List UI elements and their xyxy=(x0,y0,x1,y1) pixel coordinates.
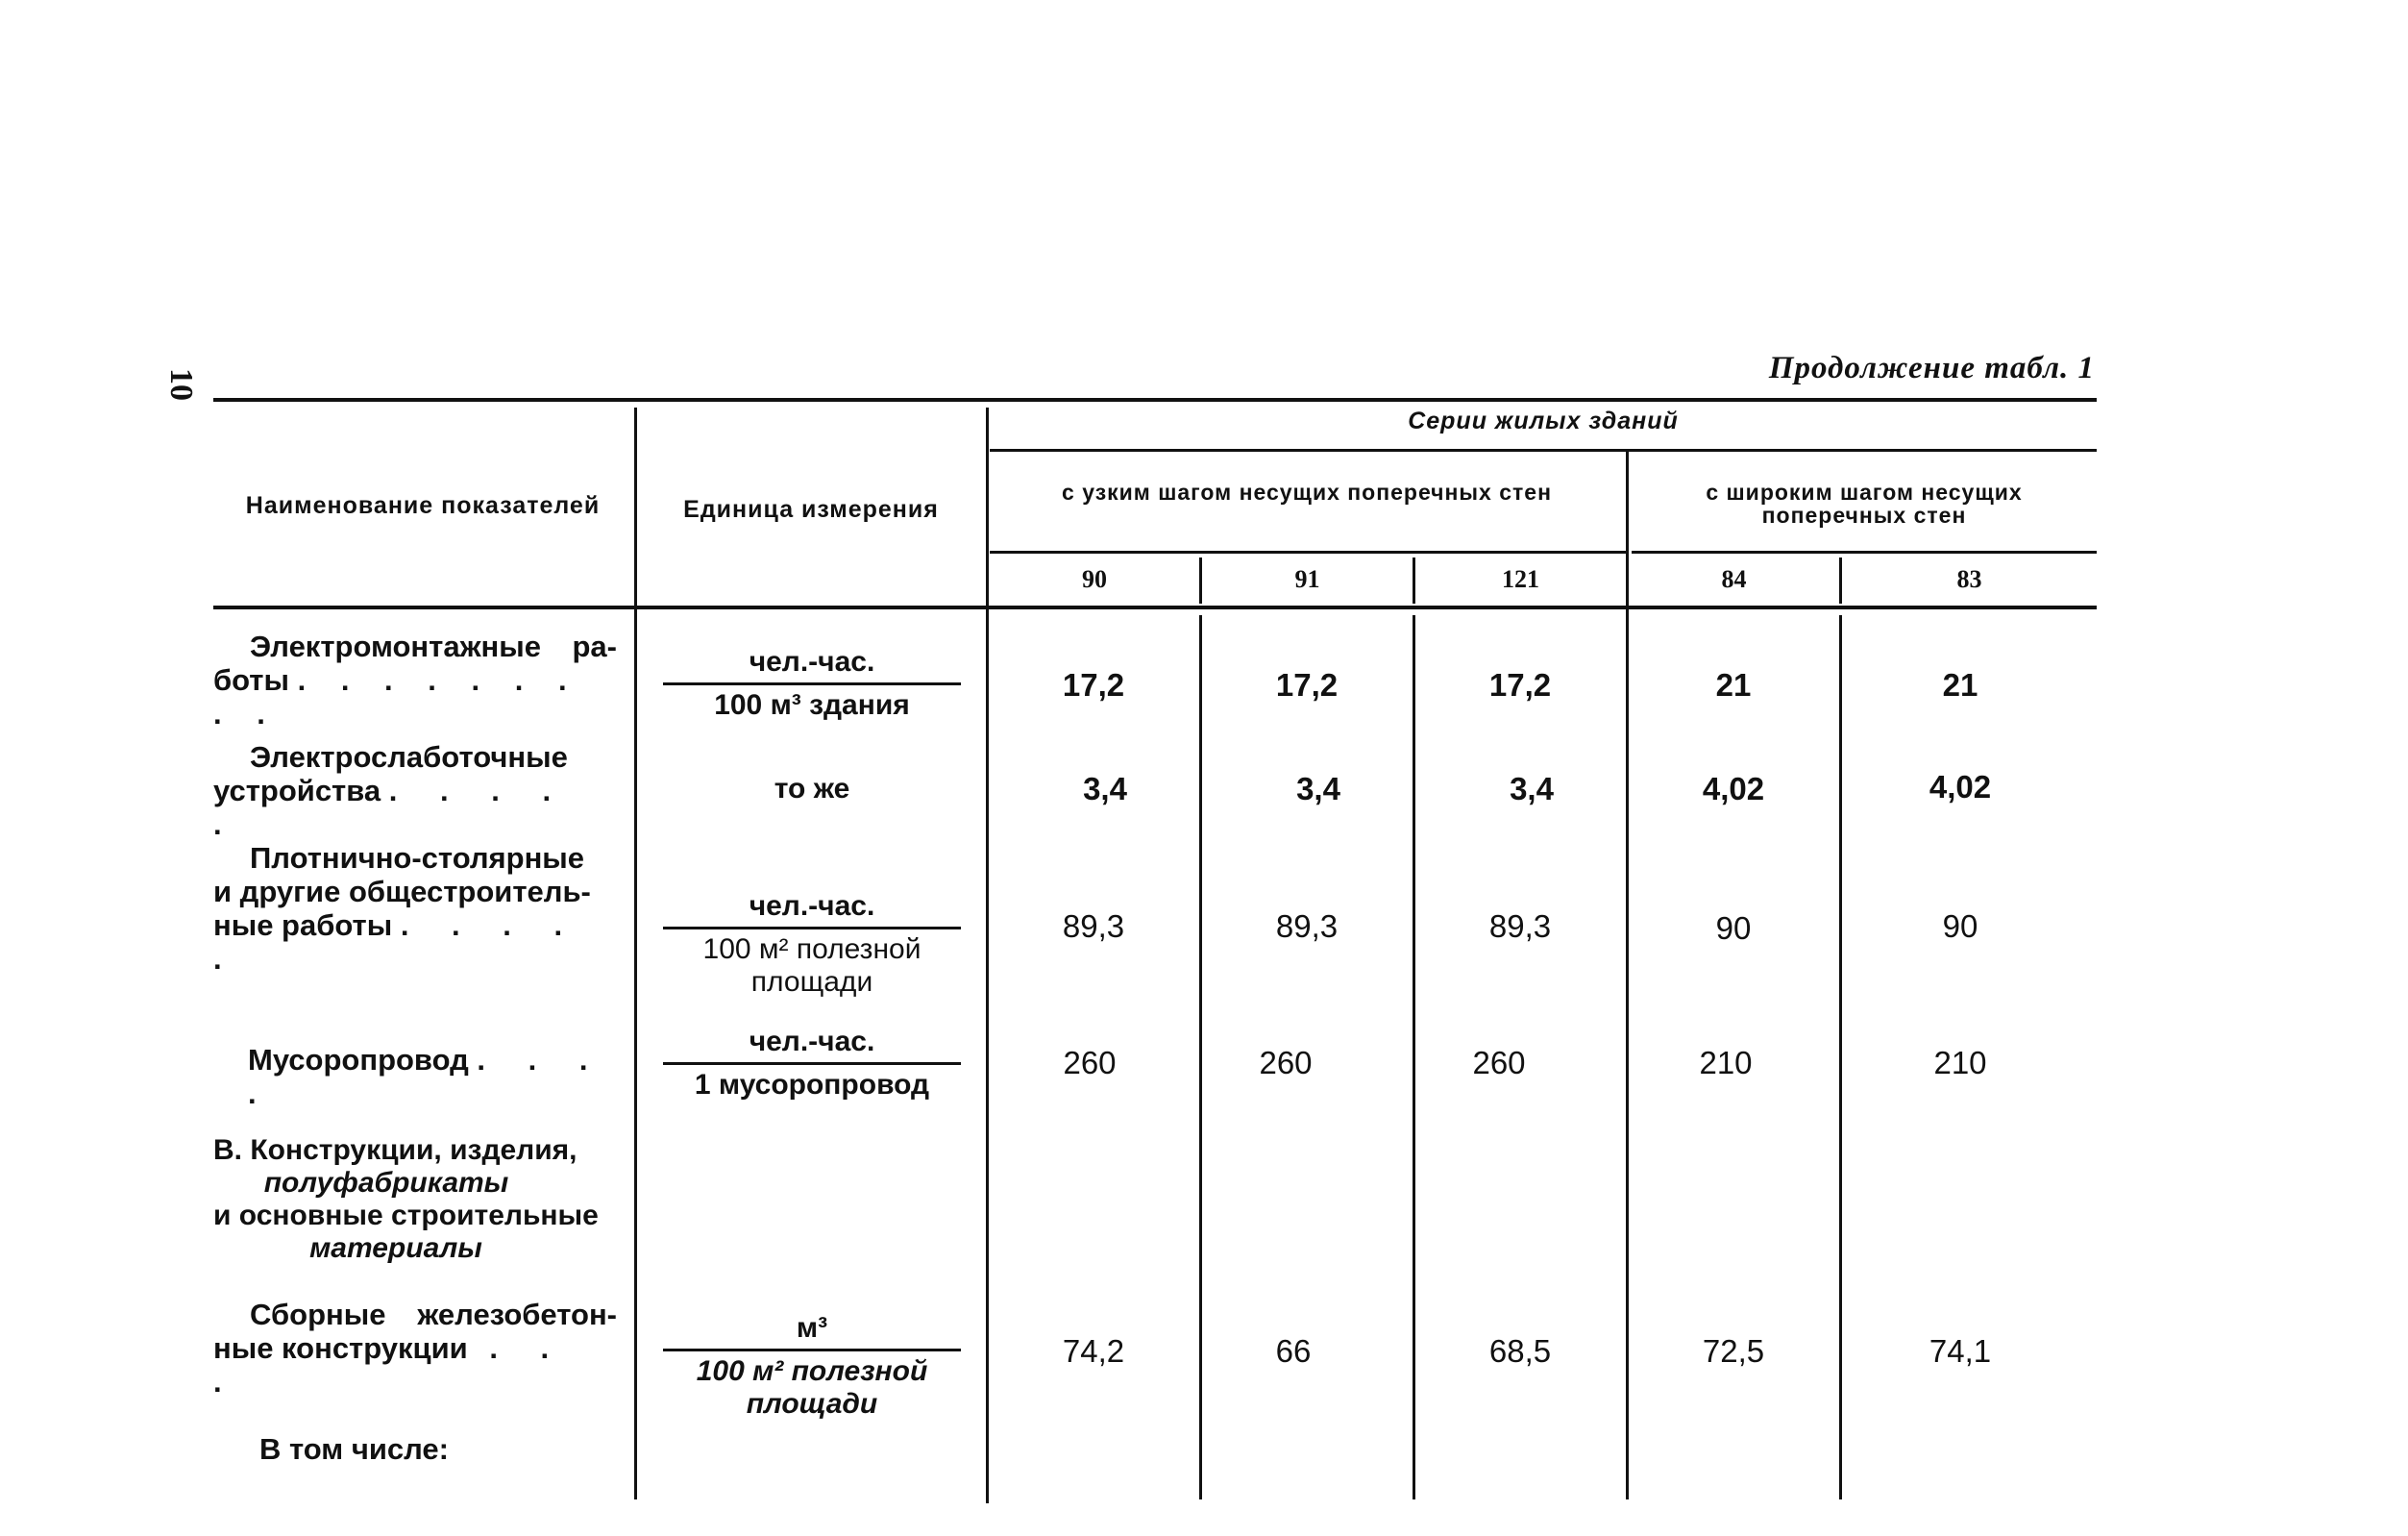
unit-numerator: м³ xyxy=(796,1312,828,1344)
page-number: 10 xyxy=(163,368,199,401)
value-garbage-chute-90: 260 xyxy=(1063,1045,1117,1080)
row-name-line: Сборные железобетон- xyxy=(250,1298,617,1331)
value-electrical-121: 17,2 xyxy=(1488,667,1552,703)
unit-numerator: чел.-час. xyxy=(749,890,875,922)
row-name-garbage-chute xyxy=(213,1043,617,1110)
value-garbage-chute-91: 260 xyxy=(1259,1045,1313,1080)
row-name-line-with-dots xyxy=(213,1331,617,1399)
row-name-line: Электрослаботочные xyxy=(250,740,568,774)
vrule-name-unit xyxy=(634,408,637,1499)
row-name-line: боты xyxy=(213,663,289,697)
unit-numerator: чел.-час. xyxy=(749,1026,875,1057)
section-b-heading xyxy=(213,1134,617,1265)
value-carpentry-84: 90 xyxy=(1715,910,1752,946)
value-electrical-90: 17,2 xyxy=(1062,667,1125,703)
value-low-current-90: 3,4 xyxy=(1083,771,1127,806)
row-name-line: устройства xyxy=(213,774,381,807)
value-electrical-84: 21 xyxy=(1715,667,1752,703)
vrule-narrow-wide xyxy=(1626,452,1629,1499)
row-name-precast-concrete xyxy=(213,1298,617,1399)
row-name-line-with-dots xyxy=(213,663,617,731)
unit-electrical xyxy=(653,646,971,722)
leader-dots: . . . . . xyxy=(213,774,569,841)
header-bottom-rule xyxy=(213,606,2097,609)
header-group-wide: с широким шагом несущих поперечных стен xyxy=(1706,480,2023,528)
value-low-current-84: 4,02 xyxy=(1702,771,1765,806)
leader-dots: . . . . . . . . . xyxy=(213,663,580,731)
section-line: В. Конструкции, изделия, xyxy=(213,1134,577,1166)
section-line: полуфабрикаты xyxy=(263,1167,509,1199)
table-top-rule xyxy=(213,398,2097,402)
series-number-84: 84 xyxy=(1721,565,1747,593)
value-precast-concrete-84: 72,5 xyxy=(1702,1333,1765,1369)
row-name-line: Мусоропровод xyxy=(248,1043,469,1077)
vrule-unit-values xyxy=(986,408,989,1503)
leader-dots: . . . . xyxy=(248,1043,605,1110)
header-group-narrow: с узким шагом несущих поперечных стен xyxy=(1062,480,1552,505)
value-low-current-91: 3,4 xyxy=(1296,771,1340,806)
value-low-current-121: 3,4 xyxy=(1510,771,1554,806)
unit-precast-concrete xyxy=(653,1312,971,1421)
leader-dots: . . . xyxy=(213,1331,567,1399)
series-number-91: 91 xyxy=(1294,565,1320,593)
value-carpentry-91: 89,3 xyxy=(1275,908,1339,944)
value-precast-concrete-121: 68,5 xyxy=(1488,1333,1552,1369)
vrule-84-83-body xyxy=(1839,615,1842,1499)
row-name-line: В том числе: xyxy=(259,1432,449,1466)
unit-denominator: 100 м² полезной площади xyxy=(702,933,921,998)
value-precast-concrete-90: 74,2 xyxy=(1062,1333,1125,1369)
value-precast-concrete-91: 66 xyxy=(1275,1333,1312,1369)
unit-denominator: 100 м² полезной площади xyxy=(696,1355,928,1420)
unit-garbage-chute xyxy=(653,1026,971,1102)
series-number-90: 90 xyxy=(1082,565,1107,593)
row-name-line-with-dots xyxy=(213,774,617,841)
row-name-line: ные конструкции xyxy=(213,1331,468,1365)
series-number-83: 83 xyxy=(1956,565,1982,593)
value-electrical-91: 17,2 xyxy=(1275,667,1339,703)
group-rule-wide xyxy=(1632,551,2097,554)
header-indicator-name: Наименование показателей xyxy=(245,492,601,519)
section-line: материалы xyxy=(309,1232,482,1264)
table-continuation-caption: Продолжение табл. 1 xyxy=(1768,351,2095,385)
row-name-including xyxy=(213,1432,617,1466)
row-name-line-with-dots xyxy=(213,1043,617,1110)
section-line: и основные строительные xyxy=(213,1200,599,1231)
row-name-line: и другие общестроитель- xyxy=(213,875,591,908)
row-name-low-current xyxy=(213,740,617,841)
row-name-electrical xyxy=(213,630,617,731)
leader-dots: . . . . . xyxy=(213,908,580,976)
value-precast-concrete-83: 74,1 xyxy=(1929,1333,1992,1369)
value-low-current-83: 4,02 xyxy=(1929,769,1992,805)
row-name-carpentry xyxy=(213,841,617,976)
row-name-line: ные работы xyxy=(213,908,393,942)
value-garbage-chute-83: 210 xyxy=(1933,1045,1987,1080)
value-garbage-chute-84: 210 xyxy=(1699,1045,1753,1080)
header-series-title: Серии жилых зданий xyxy=(1408,408,1679,434)
group-rule-narrow xyxy=(990,551,1626,554)
unit-carpentry xyxy=(653,890,971,999)
value-carpentry-90: 89,3 xyxy=(1062,908,1125,944)
row-name-line: Плотнично-столярные xyxy=(250,841,585,875)
value-carpentry-83: 90 xyxy=(1942,908,1978,944)
series-number-121: 121 xyxy=(1502,565,1539,593)
unit-denominator: 1 мусоропровод xyxy=(694,1069,930,1101)
unit-denominator: 100 м³ здания xyxy=(714,689,910,721)
row-name-line: Электромонтажные ра- xyxy=(250,630,617,663)
unit-same-as-above: то же xyxy=(774,773,850,805)
unit-numerator: чел.-час. xyxy=(749,646,875,678)
series-rule xyxy=(990,449,2097,452)
header-unit: Единица измерения xyxy=(683,496,939,523)
value-electrical-83: 21 xyxy=(1942,667,1978,703)
value-carpentry-121: 89,3 xyxy=(1488,908,1552,944)
row-name-line-with-dots xyxy=(213,908,617,976)
value-garbage-chute-121: 260 xyxy=(1472,1045,1526,1080)
